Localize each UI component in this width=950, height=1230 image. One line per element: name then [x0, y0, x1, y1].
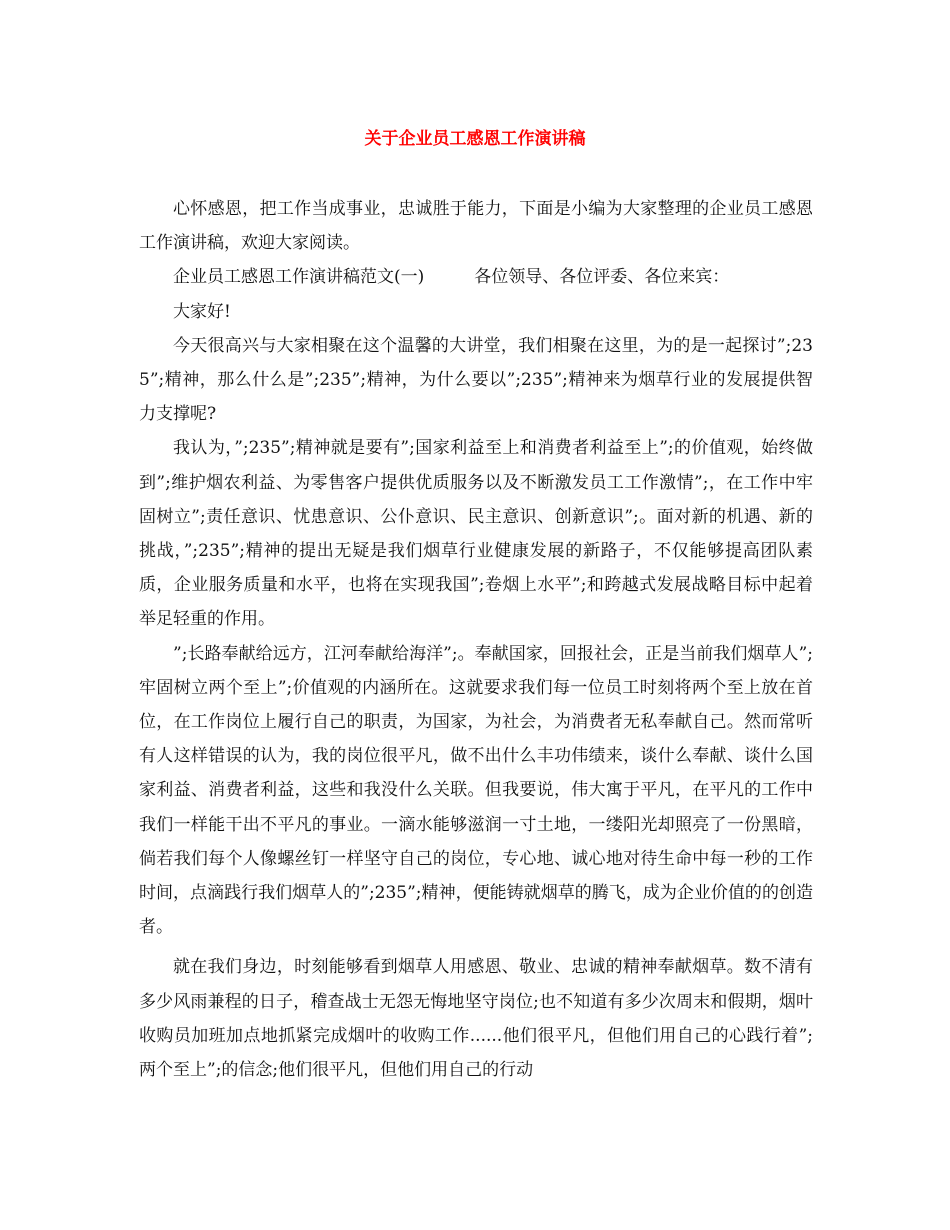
body-paragraph-1: 今天很高兴与大家相聚在这个温馨的大讲堂，我们相聚在这里，为的是一起探讨”;235”;精神，那么什么是”;235”;精神，为什么要以”;235”;精神来为烟草行业的发展提供智力支撑呢?: [139, 335, 813, 425]
document-title: 关于企业员工感恩工作演讲稿: [364, 129, 586, 149]
document-body: [139, 192, 813, 1087]
intro-paragraph: 心怀感恩，把工作当成事业，忠诚胜于能力，下面是小编为大家整理的企业员工感恩工作演讲稿，欢迎大家阅读。: [139, 199, 813, 254]
body-paragraph-2: 我认为，”;235”;精神就是要有”;国家利益至上和消费者利益至上”;的价值观，始终做到”;维护烟农利益、为零售客户提供优质服务以及不断激发员工工作激情”;，在工作中牢固树立”;责任意识、忧患意识、公仆意识、民主意识、创新意识”;。面对新的机遇、新的挑战，”;235”;精神的提出无疑是我们烟草行业健康发展的新路子，不仅能够提高团队素质，企业服务质量和水平，也将在实现我国”;卷烟上水平”;和跨越式发展战略目标中起着举足轻重的作用。: [139, 438, 813, 630]
body-paragraph-3: ”;长路奉献给远方，江河奉献给海洋”;。奉献国家，回报社会，正是当前我们烟草人”;牢固树立两个至上”;价值观的内涵所在。这就要求我们每一位员工时刻将两个至上放在首位，在工作岗位上履行自己的职责，为国家，为社会，为消费者无私奉献自己。然而常听有人这样错误的认为，我的岗位很平凡，做不出什么丰功伟绩来，谈什么奉献、谈什么国家利益、消费者利益，这些和我没什么关联。但我要说，伟大寓于平凡，在平凡的工作中我们一样能干出不平凡的事业。一滴水能够滋润一寸土地，一缕阳光却照亮了一份黑暗，倘若我们每个人像螺丝钉一样坚守自己的岗位，专心地、诚心地对待生命中每一秒的工作时间，点滴践行我们烟草人的”;235”;精神，便能铸就烟草的腾飞，成为企业价值的的创造者。: [139, 643, 813, 938]
body-paragraph-4: 就在我们身边，时刻能够看到烟草人用感恩、敬业、忠诚的精神奉献烟草。数不清有多少风雨兼程的日子，稽查战士无怨无悔地坚守岗位;也不知道有多少次周末和假期，烟叶收购员加班加点地抓紧完成烟叶的收购工作......他们很平凡，但他们用自己的心践行着”;两个至上”;的信念;他们很平凡，但他们用自己的行动: [139, 957, 813, 1081]
greeting: 大家好!: [173, 301, 231, 322]
section-heading: 企业员工感恩工作演讲稿范文(一): [173, 267, 425, 288]
section-heading-line: [139, 260, 813, 294]
salutation: 各位领导、各位评委、各位来宾：: [474, 267, 730, 288]
